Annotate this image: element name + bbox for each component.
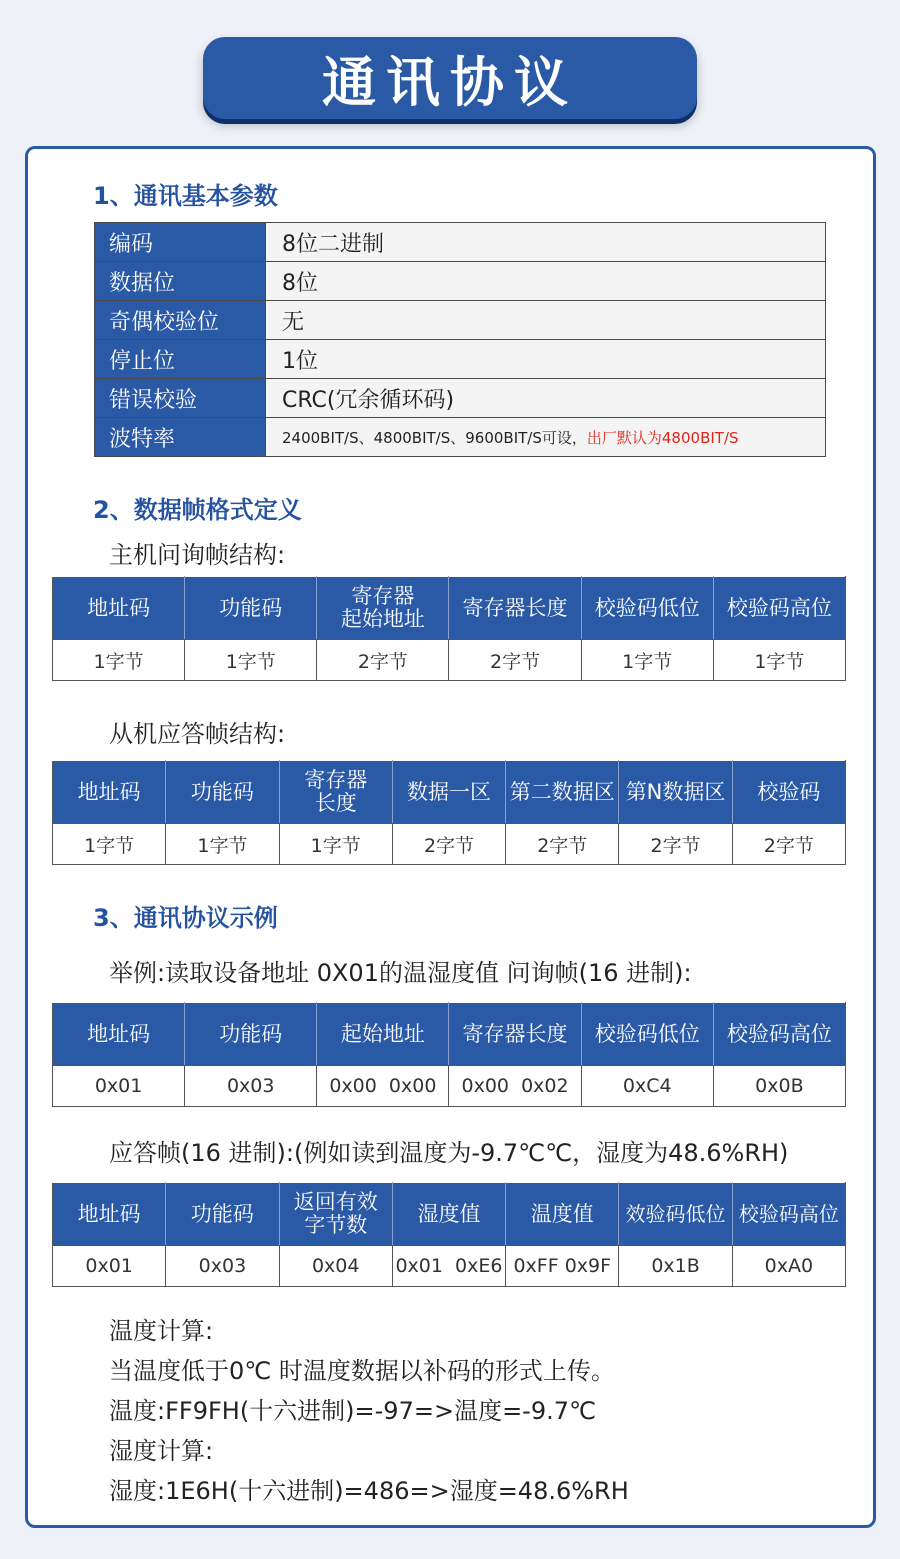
header-cell: 地址码 — [53, 1003, 185, 1066]
param-key: 奇偶校验位 — [95, 301, 266, 340]
value-cell: 1字节 — [713, 640, 845, 681]
value-cell: 2字节 — [506, 824, 619, 865]
value-cell: 0x04 — [279, 1246, 392, 1287]
value-cell: 2字节 — [732, 824, 845, 865]
value-cell: 0x03 — [185, 1066, 317, 1107]
header-cell: 返回有效 字节数 — [279, 1183, 392, 1246]
value-cell: 1字节 — [166, 824, 279, 865]
value-cell: 0x03 — [166, 1246, 279, 1287]
value-cell: 0x00 0x02 — [449, 1066, 581, 1107]
param-value: 无 — [266, 301, 826, 340]
header-cell: 地址码 — [53, 761, 166, 824]
reply-frame-table — [52, 760, 846, 865]
value-cell: 2字节 — [392, 824, 505, 865]
param-row-parity — [95, 301, 826, 340]
param-key: 停止位 — [95, 340, 266, 379]
header-cell: 地址码 — [53, 1183, 166, 1246]
param-value: 8位 — [266, 262, 826, 301]
header-cell: 数据一区 — [392, 761, 505, 824]
param-value — [266, 418, 826, 457]
value-cell: 0xFF 0x9F — [506, 1246, 619, 1287]
param-row-encoding — [95, 223, 826, 262]
header-cell: 效验码低位 — [619, 1183, 732, 1246]
reply-frame-label: 从机应答帧结构: — [109, 720, 286, 748]
param-key: 编码 — [95, 223, 266, 262]
value-cell: 0xC4 — [581, 1066, 713, 1107]
param-key: 波特率 — [95, 418, 266, 457]
header-cell: 寄存器长度 — [449, 1003, 581, 1066]
example-reply-table — [52, 1182, 846, 1287]
value-cell: 0x0B — [713, 1066, 845, 1107]
value-cell: 1字节 — [53, 824, 166, 865]
table-row — [53, 1246, 846, 1287]
table-row — [53, 824, 846, 865]
header-cell: 寄存器长度 — [449, 577, 581, 640]
query-frame-label: 主机问询帧结构: — [109, 541, 286, 569]
table-header-row — [53, 1003, 846, 1066]
example-reply-label: 应答帧(16 进制):(例如读到温度为-9.7℃℃，湿度为48.6%RH) — [109, 1139, 789, 1167]
note-temperature-heading: 温度计算: — [109, 1317, 214, 1345]
value-cell: 0x1B — [619, 1246, 732, 1287]
query-frame-table — [52, 576, 846, 681]
value-cell: 1字节 — [581, 640, 713, 681]
header-cell: 功能码 — [166, 1183, 279, 1246]
section-title-basic-params: 1、通讯基本参数 — [93, 182, 278, 210]
param-value: 8位二进制 — [266, 223, 826, 262]
value-cell: 2字节 — [619, 824, 732, 865]
header-cell: 校验码高位 — [713, 577, 845, 640]
value-cell: 0xA0 — [732, 1246, 845, 1287]
value-cell: 0x01 0xE6 — [392, 1246, 505, 1287]
example-query-table — [52, 1002, 846, 1107]
value-cell: 1字节 — [279, 824, 392, 865]
value-cell: 0x00 0x00 — [317, 1066, 449, 1107]
note-temperature-calc: 温度:FF9FH(十六进制)=-97=>温度=-9.7℃ — [109, 1397, 596, 1425]
param-row-data-bits — [95, 262, 826, 301]
param-value: CRC(冗余循环码) — [266, 379, 826, 418]
header-cell: 湿度值 — [392, 1183, 505, 1246]
param-key: 错误校验 — [95, 379, 266, 418]
baud-rate-options: 2400BIT/S、4800BIT/S、9600BIT/S可设， — [282, 428, 587, 447]
value-cell: 1字节 — [185, 640, 317, 681]
param-row-error-check — [95, 379, 826, 418]
value-cell: 0x01 — [53, 1246, 166, 1287]
header-cell: 起始地址 — [317, 1003, 449, 1066]
header-cell: 寄存器 起始地址 — [317, 577, 449, 640]
header-cell: 温度值 — [506, 1183, 619, 1246]
param-row-baud-rate — [95, 418, 826, 457]
value-cell: 0x01 — [53, 1066, 185, 1107]
page-banner-title: 通讯协议 — [203, 37, 697, 119]
note-humidity-heading: 湿度计算: — [109, 1437, 214, 1465]
table-row — [53, 640, 846, 681]
note-humidity-calc: 湿度:1E6H(十六进制)=486=>湿度=48.6%RH — [109, 1477, 629, 1505]
table-header-row — [53, 761, 846, 824]
section-title-protocol-example: 3、通讯协议示例 — [93, 904, 278, 932]
param-key: 数据位 — [95, 262, 266, 301]
basic-params-table — [94, 222, 826, 457]
table-header-row — [53, 1183, 846, 1246]
header-cell: 第二数据区 — [506, 761, 619, 824]
note-negative-temperature: 当温度低于0℃ 时温度数据以补码的形式上传。 — [109, 1357, 615, 1385]
header-cell: 校验码高位 — [732, 1183, 845, 1246]
header-cell: 校验码低位 — [581, 1003, 713, 1066]
header-cell: 功能码 — [185, 1003, 317, 1066]
value-cell: 2字节 — [449, 640, 581, 681]
baud-rate-default: 出厂默认为4800BIT/S — [586, 428, 739, 447]
header-cell: 寄存器 长度 — [279, 761, 392, 824]
value-cell: 2字节 — [317, 640, 449, 681]
header-cell: 校验码 — [732, 761, 845, 824]
header-cell: 第N数据区 — [619, 761, 732, 824]
table-row — [53, 1066, 846, 1107]
value-cell: 1字节 — [53, 640, 185, 681]
param-row-stop-bits — [95, 340, 826, 379]
header-cell: 地址码 — [53, 577, 185, 640]
header-cell: 功能码 — [166, 761, 279, 824]
table-header-row — [53, 577, 846, 640]
param-value: 1位 — [266, 340, 826, 379]
header-cell: 校验码高位 — [713, 1003, 845, 1066]
header-cell: 校验码低位 — [581, 577, 713, 640]
section-title-frame-format: 2、数据帧格式定义 — [93, 496, 302, 524]
example-query-label: 举例:读取设备地址 0X01的温湿度值 问询帧(16 进制): — [109, 959, 692, 987]
header-cell: 功能码 — [185, 577, 317, 640]
